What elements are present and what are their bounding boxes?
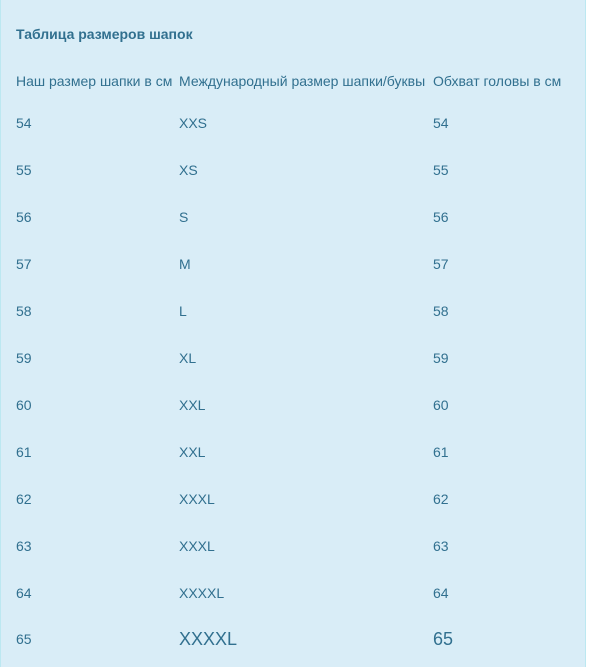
table-row: [16, 287, 573, 334]
table-row: [16, 99, 573, 146]
cell-international-size: L: [179, 302, 187, 319]
table-header-row: [16, 63, 573, 99]
header-head-circumference: Обхват головы в см: [433, 73, 562, 89]
table-row: [16, 240, 573, 287]
cell-international-size: XXL: [179, 396, 206, 413]
table-row: [16, 381, 573, 428]
header-international-size: Международный размер шапки/буквы: [179, 73, 426, 89]
cell-our-size: 57: [16, 255, 32, 272]
cell-head-circumference: 56: [433, 208, 449, 225]
cell-international-size: XXS: [179, 114, 208, 131]
cell-head-circumference: 57: [433, 255, 449, 272]
cell-head-circumference: 65: [433, 628, 454, 649]
table-row: [16, 475, 573, 522]
cell-international-size: XXXL: [179, 490, 215, 507]
cell-international-size: M: [179, 255, 191, 272]
table-row: [16, 569, 573, 616]
cell-head-circumference: 64: [433, 584, 449, 601]
cell-our-size: 59: [16, 349, 32, 366]
cell-international-size: S: [179, 208, 189, 225]
cell-head-circumference: 63: [433, 537, 449, 554]
cell-our-size: 58: [16, 302, 32, 319]
cell-our-size: 65: [16, 631, 32, 647]
page-title: Таблица размеров шапок: [16, 26, 193, 42]
cell-head-circumference: 62: [433, 490, 449, 507]
table-row: [16, 616, 573, 662]
cell-international-size: XXL: [179, 443, 206, 460]
cell-international-size: XXXXL: [179, 628, 238, 649]
table-row: [16, 334, 573, 381]
cell-our-size: 63: [16, 537, 32, 554]
cell-our-size: 55: [16, 161, 32, 178]
table-row: [16, 146, 573, 193]
cell-international-size: XL: [179, 349, 197, 366]
cell-head-circumference: 55: [433, 161, 449, 178]
cell-international-size: XS: [179, 161, 198, 178]
cell-head-circumference: 58: [433, 302, 449, 319]
cell-our-size: 60: [16, 396, 32, 413]
table-row: [16, 428, 573, 475]
cell-international-size: XXXXL: [179, 584, 225, 601]
header-our-size: Наш размер шапки в см: [16, 73, 173, 89]
cell-international-size: XXXL: [179, 537, 215, 554]
cell-our-size: 62: [16, 490, 32, 507]
cell-our-size: 54: [16, 114, 32, 131]
cell-our-size: 61: [16, 443, 32, 460]
table-row: [16, 522, 573, 569]
cell-our-size: 64: [16, 584, 32, 601]
cell-head-circumference: 60: [433, 396, 449, 413]
cell-head-circumference: 54: [433, 114, 449, 131]
cell-our-size: 56: [16, 208, 32, 225]
table-row: [16, 193, 573, 240]
cell-head-circumference: 59: [433, 349, 449, 366]
cell-head-circumference: 61: [433, 443, 449, 460]
size-table: [16, 63, 573, 662]
